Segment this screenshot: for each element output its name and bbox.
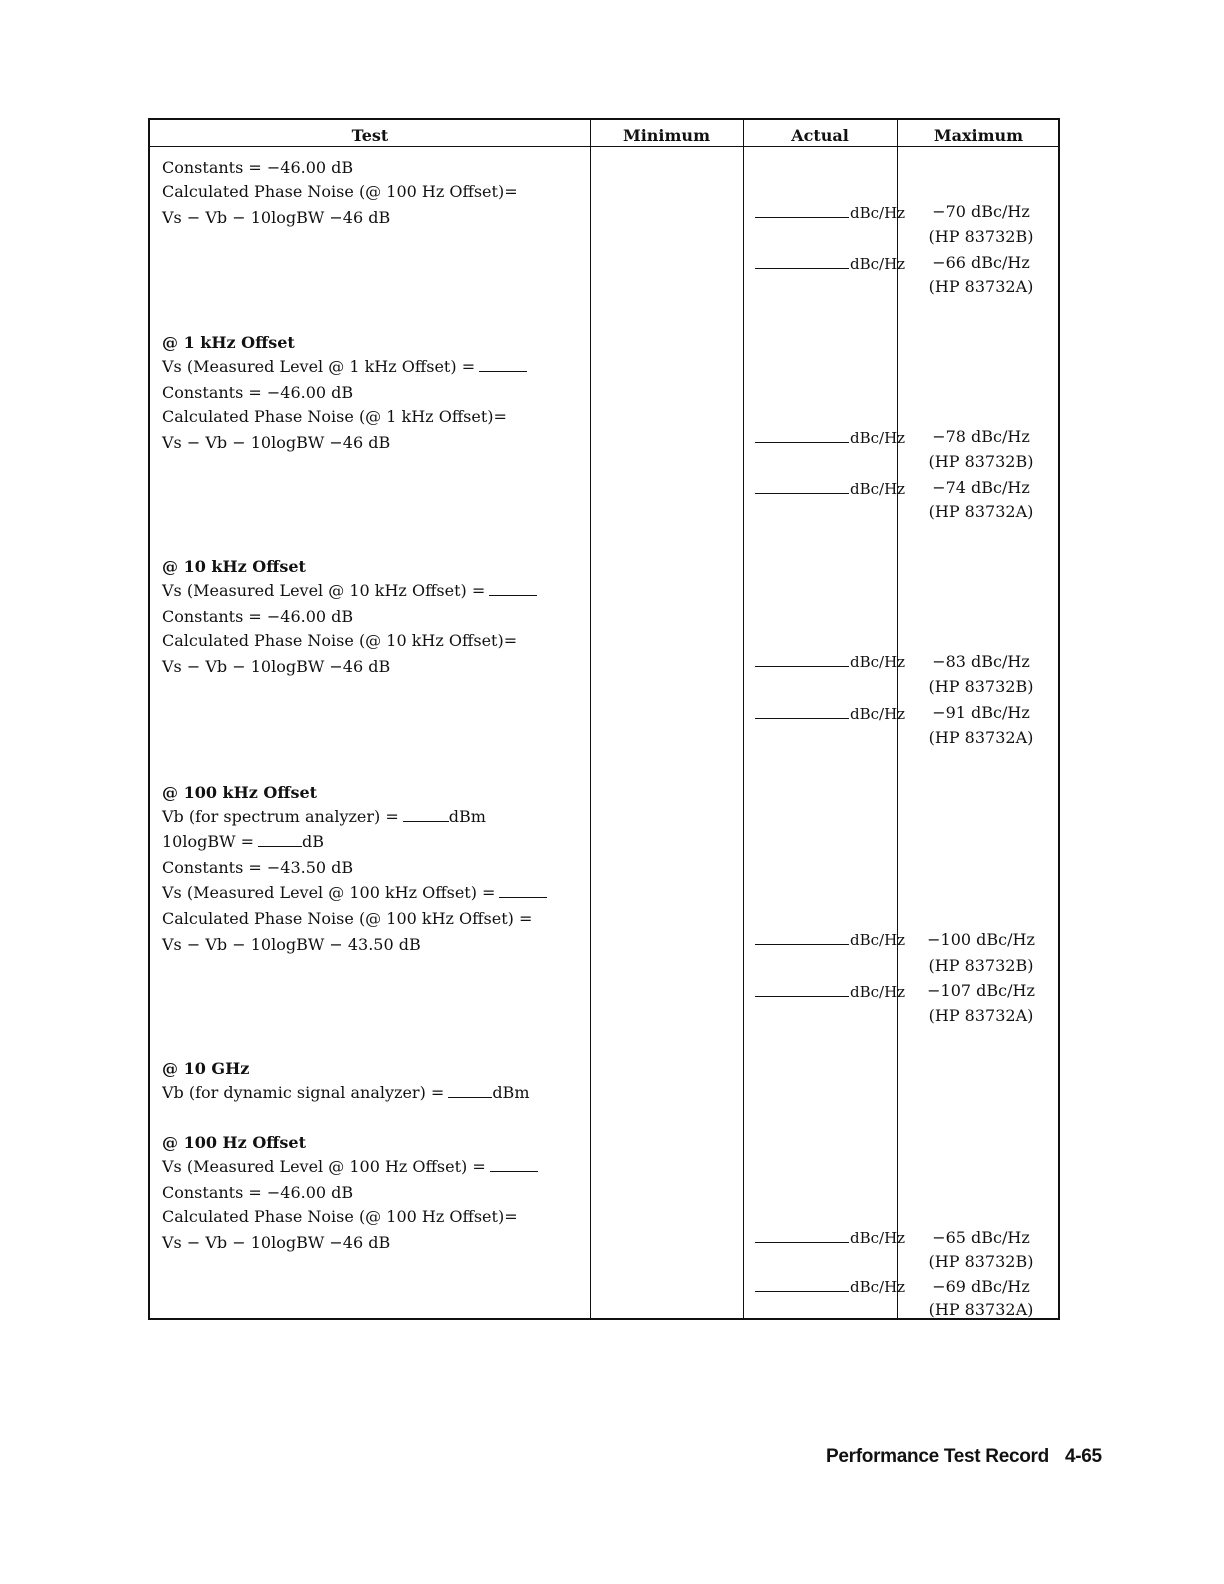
s2-max-b: −78 dBc/Hz [932,427,1030,446]
s1-actual-b[interactable]: dBc/Hz [755,203,905,223]
s3-actual-b[interactable]: dBc/Hz [755,652,905,672]
page-number: 4-65 [1064,1446,1102,1467]
s4-actual-b[interactable]: dBc/Hz [755,930,905,950]
s5-title: @ 10 GHz [162,1059,250,1078]
s6-calc: Calculated Phase Noise (@ 100 Hz Offset)= [162,1207,518,1226]
s2-max-a: −74 dBc/Hz [932,478,1030,497]
s2-actual-a[interactable]: dBc/Hz [755,479,905,499]
s6-max-b-model: (HP 83732B) [928,1252,1034,1271]
header-maximum: Maximum [933,126,1024,145]
s3-max-a-model: (HP 83732A) [928,728,1034,747]
page-footer [826,1446,1102,1468]
s2-calc: Calculated Phase Noise (@ 1 kHz Offset)= [162,407,507,426]
s3-constants: Constants = −46.00 dB [162,607,354,626]
s4-title: @ 100 kHz Offset [162,783,318,802]
column-divider-test [590,120,591,1318]
s6-constants: Constants = −46.00 dB [162,1183,354,1202]
s4-vs: Vs (Measured Level @ 100 kHz Offset) = [162,883,547,903]
s6-formula: Vs − Vb − 10logBW −46 dB [162,1233,391,1252]
s2-constants: Constants = −46.00 dB [162,383,354,402]
s3-title: @ 10 kHz Offset [162,557,306,576]
s4-vb: Vb (for spectrum analyzer) = dBm [162,807,486,826]
s2-title: @ 1 kHz Offset [162,333,295,352]
s1-max-b-model: (HP 83732B) [928,227,1034,246]
s3-actual-a[interactable]: dBc/Hz [755,704,905,724]
s4-max-a: −107 dBc/Hz [927,981,1035,1000]
s6-title: @ 100 Hz Offset [162,1133,306,1152]
header-minimum: Minimum [623,126,710,145]
s4-max-a-model: (HP 83732A) [928,1006,1034,1025]
s6-vs: Vs (Measured Level @ 100 Hz Offset) = [162,1157,538,1177]
s2-max-b-model: (HP 83732B) [928,452,1034,471]
s1-formula: Vs − Vb − 10logBW −46 dB [162,208,391,227]
s4-actual-a[interactable]: dBc/Hz [755,982,905,1002]
s2-formula: Vs − Vb − 10logBW −46 dB [162,433,391,452]
s2-vs: Vs (Measured Level @ 1 kHz Offset) = [162,357,527,377]
s2-actual-b[interactable]: dBc/Hz [755,428,905,448]
s6-max-a: −69 dBc/Hz [932,1277,1030,1296]
s4-max-b-model: (HP 83732B) [928,956,1034,975]
s4-max-b: −100 dBc/Hz [927,930,1035,949]
header-actual: Actual [791,126,849,145]
s6-max-b: −65 dBc/Hz [932,1228,1030,1247]
s1-calc: Calculated Phase Noise (@ 100 Hz Offset)= [162,182,518,201]
s5-vb: Vb (for dynamic signal analyzer) = dBm [162,1083,530,1102]
s6-actual-b[interactable]: dBc/Hz [755,1228,905,1248]
performance-test-table [148,118,1060,1320]
footer-title: Performance Test Record [826,1446,1049,1467]
s3-formula: Vs − Vb − 10logBW −46 dB [162,657,391,676]
s2-max-a-model: (HP 83732A) [928,502,1034,521]
s1-max-a-model: (HP 83732A) [928,277,1034,296]
s1-max-b: −70 dBc/Hz [932,202,1030,221]
s1-constants: Constants = −46.00 dB [162,158,354,177]
s4-calc: Calculated Phase Noise (@ 100 kHz Offset) = [162,909,533,928]
header-test: Test [351,126,389,145]
s4-bw: 10logBW = dB [162,832,325,851]
column-divider-minimum [743,120,744,1318]
s3-vs: Vs (Measured Level @ 10 kHz Offset) = [162,581,537,601]
s1-actual-a[interactable]: dBc/Hz [755,254,905,274]
s4-formula: Vs − Vb − 10logBW − 43.50 dB [162,935,421,954]
s1-max-a: −66 dBc/Hz [932,253,1030,272]
s4-constants: Constants = −43.50 dB [162,858,354,877]
s3-max-b: −83 dBc/Hz [932,652,1030,671]
s6-actual-a[interactable]: dBc/Hz [755,1277,905,1297]
s3-max-b-model: (HP 83732B) [928,677,1034,696]
s3-max-a: −91 dBc/Hz [932,703,1030,722]
s3-calc: Calculated Phase Noise (@ 10 kHz Offset)= [162,631,518,650]
s6-max-a-model: (HP 83732A) [928,1300,1034,1319]
